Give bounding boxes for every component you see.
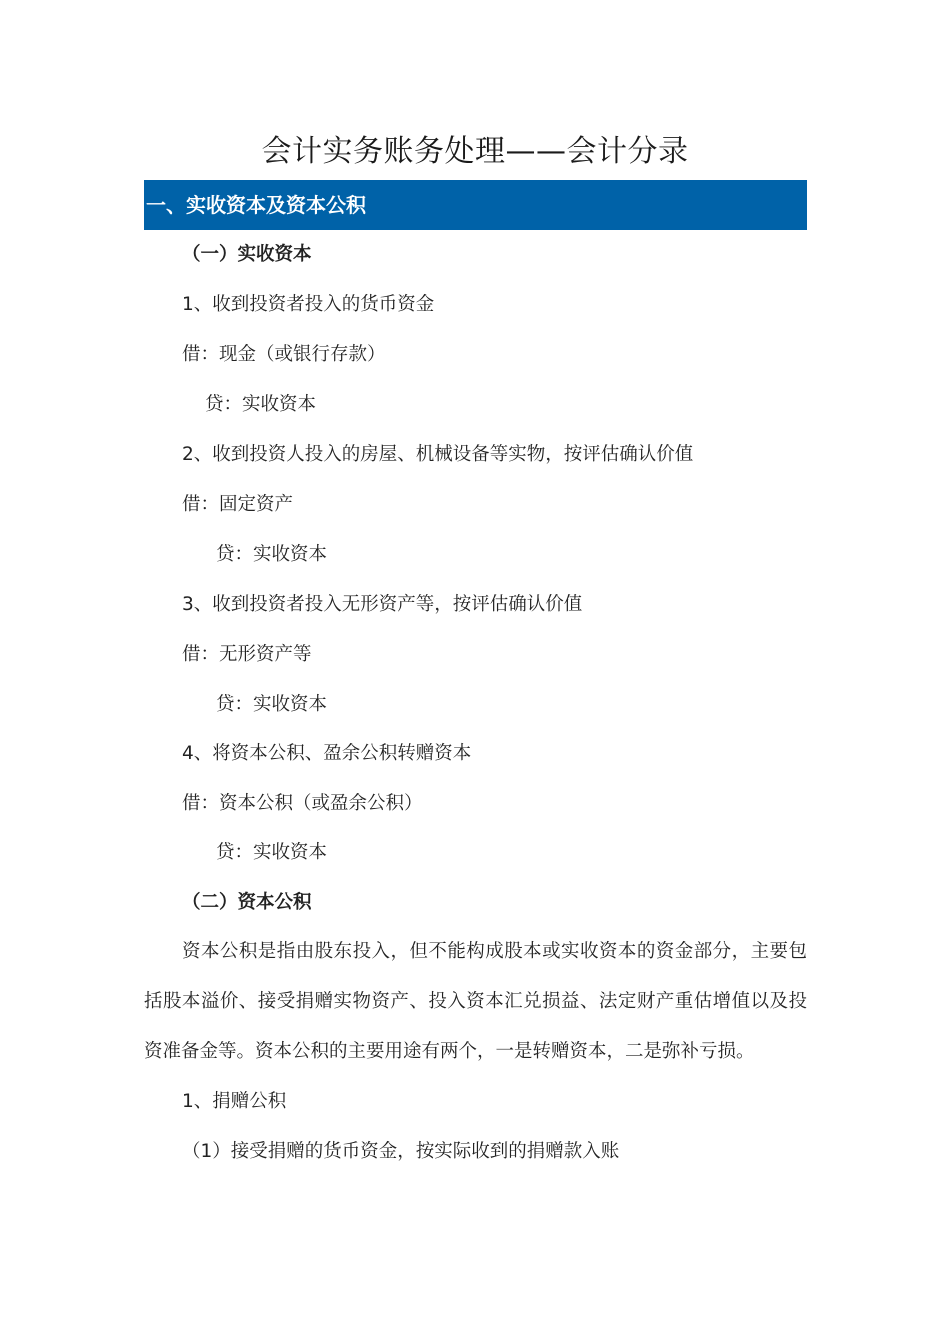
document-title: 会计实务账务处理——会计分录 xyxy=(261,134,689,169)
debit-line: 借：资本公积（或盈余公积） xyxy=(182,793,423,814)
entry-title: 1、收到投资者投入的货币资金 xyxy=(182,294,435,315)
donation-reserve-title: 1、捐赠公积 xyxy=(182,1091,287,1112)
entry-title: 4、将资本公积、盈余公积转赠资本 xyxy=(182,743,472,764)
debit-line: 借：固定资产 xyxy=(182,494,294,515)
capital-reserve-paragraph: 资本公积是指由股东投入，但不能构成股本或实收资本的资金部分，主要包括股本溢价、接受捐赠实物资产、投入资本汇兑损益、法定财产重估增值以及投资准备金等。资本公积的主要用途有两个，一是转赠资本，二是弥补亏损。 xyxy=(144,941,807,1062)
section-heading-banner xyxy=(144,180,807,230)
debit-line: 借：无形资产等 xyxy=(182,644,312,665)
donation-item: （1）接受捐赠的货币资金，按实际收到的捐赠款入账 xyxy=(182,1141,620,1162)
credit-line: 贷：实收资本 xyxy=(216,842,328,863)
credit-line: 贷：实收资本 xyxy=(216,544,328,565)
credit-line: 贷：实收资本 xyxy=(216,694,328,715)
subsection-title-capital-reserve: （二）资本公积 xyxy=(182,892,312,913)
section-heading: 一、实收资本及资本公积 xyxy=(146,193,366,217)
debit-line: 借：现金（或银行存款） xyxy=(182,344,386,365)
entry-title: 2、收到投资人投入的房屋、机械设备等实物，按评估确认价值 xyxy=(182,444,694,465)
credit-line: 贷：实收资本 xyxy=(205,394,317,415)
subsection-title-paid-in-capital: （一）实收资本 xyxy=(182,244,312,265)
entry-title: 3、收到投资者投入无形资产等，按评估确认价值 xyxy=(182,594,583,615)
